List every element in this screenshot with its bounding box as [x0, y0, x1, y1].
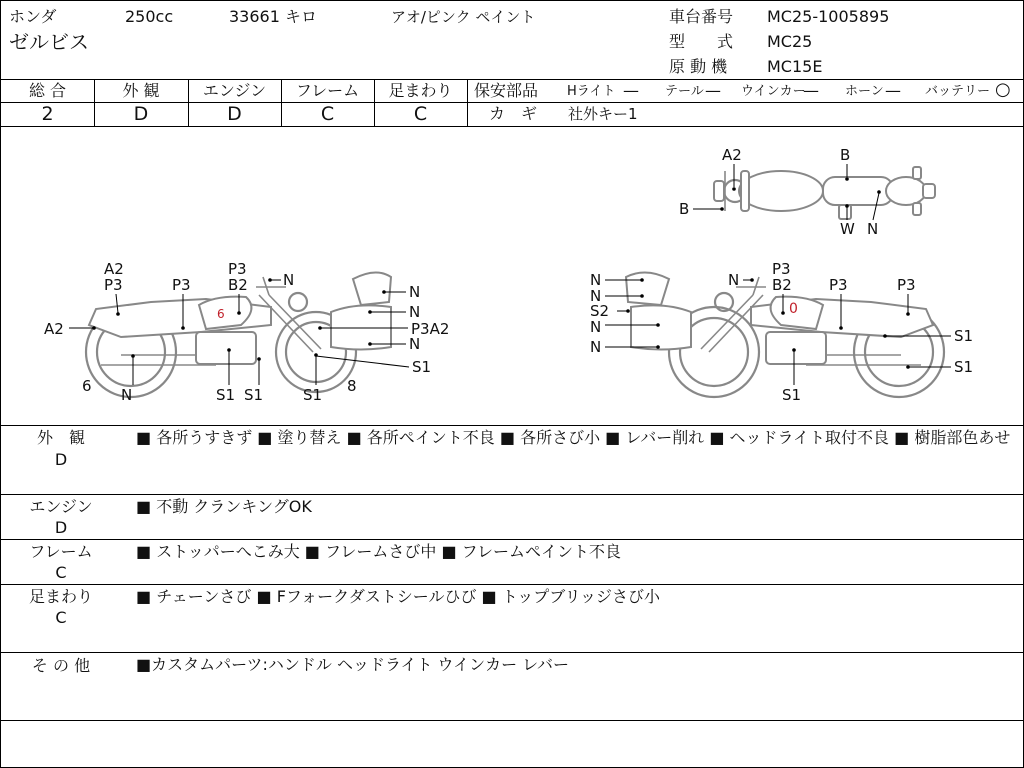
note-grade-engine: D: [54, 518, 68, 537]
grade-value-engine: D: [227, 103, 242, 125]
note-category-engine: エンジン: [29, 497, 93, 516]
safety-item-winker: ウインカー: [741, 84, 806, 99]
frame-no-label: 車台番号: [669, 7, 734, 26]
note-text-suspension: ■ チェーンさび ■ Fフォークダストシールひび ■ トップブリッジさび小: [136, 587, 660, 606]
label-s1: S1: [954, 358, 974, 376]
divider: [1, 720, 1023, 721]
divider: [1, 79, 1023, 80]
label-w: W: [840, 220, 855, 238]
label-n: N: [409, 283, 421, 301]
label-n: N: [283, 271, 295, 289]
note-category-exterior: 外 観: [36, 428, 85, 447]
grade-value-exterior: D: [133, 103, 149, 125]
hand-mark-6: 6: [217, 307, 225, 321]
note-text-other: ■カスタムパーツ:ハンドル ヘッドライト ウインカー レバー: [136, 655, 570, 674]
label-n: N: [409, 335, 421, 353]
label-p3: P3: [104, 276, 123, 294]
label-b: B: [840, 146, 851, 164]
note-grade-frame: C: [55, 563, 67, 582]
note-category-frame: フレーム: [29, 542, 93, 561]
engine-label: 原 動 機: [669, 57, 728, 76]
type: MC25: [767, 32, 813, 51]
label-6: 6: [82, 377, 92, 395]
note-category-suspension: 足まわり: [28, 587, 93, 606]
grade-label-engine: エンジン: [202, 81, 267, 100]
damage-diagram: [1, 127, 1023, 427]
safety-status-battery: ○: [995, 79, 1011, 100]
label-p3a2: P3A2: [411, 320, 450, 338]
grade-value-overall: 2: [41, 103, 54, 125]
label-p3: P3: [829, 276, 848, 294]
safety-item-tail: テール: [665, 84, 704, 99]
divider: [467, 102, 1023, 103]
key-value: 社外キー1: [568, 105, 638, 123]
model-name: ゼルビス: [9, 30, 89, 54]
label-s1: S1: [412, 358, 432, 376]
label-p3: P3: [172, 276, 191, 294]
note-grade-suspension: C: [55, 608, 67, 627]
label-n: N: [590, 318, 602, 336]
divider: [1, 494, 1023, 495]
grade-label-frame: フレーム: [295, 81, 360, 100]
label-s2: S2: [590, 302, 610, 320]
grade-label-exterior: 外 観: [122, 81, 160, 100]
label-p3: P3: [897, 276, 916, 294]
note-category-other: そ の 他: [31, 656, 91, 675]
label-s1: S1: [303, 386, 323, 404]
key-label: カ ギ: [489, 104, 538, 123]
grade-label-overall: 総 合: [28, 81, 67, 100]
divider: [1, 539, 1023, 540]
label-s1: S1: [954, 327, 974, 345]
label-s1: S1: [216, 386, 236, 404]
label-n: N: [867, 220, 879, 238]
label-8: 8: [347, 377, 357, 395]
grade-value-suspension: C: [413, 103, 428, 125]
divider: [467, 79, 468, 126]
label-b: B: [679, 200, 690, 218]
safety-status-winker: —: [803, 81, 819, 100]
label-n: N: [409, 303, 421, 321]
label-n: N: [121, 386, 133, 404]
label-n: N: [590, 338, 602, 356]
grade-label-suspension: 足まわり: [388, 81, 453, 100]
hand-mark-0: 0: [789, 301, 798, 317]
bike-top-view: [714, 167, 935, 219]
safety-status-headlight: —: [623, 81, 639, 100]
label-a2: A2: [104, 260, 124, 278]
label-n: N: [590, 271, 602, 289]
label-s1: S1: [782, 386, 802, 404]
safety-status-horn: —: [885, 81, 901, 100]
maker: ホンダ: [9, 7, 57, 26]
safety-label: 保安部品: [474, 81, 539, 100]
safety-item-headlight: Hライト: [567, 84, 616, 99]
label-n: N: [590, 287, 602, 305]
note-grade-exterior: D: [54, 450, 68, 469]
label-b2: B2: [228, 276, 248, 294]
note-text-exterior: ■ 各所うすきず ■ 塗り替え ■ 各所ペイント不良 ■ 各所さび小 ■ レバー削れ ■ ヘッドライト取付不良 ■ 樹脂部色あせ: [136, 428, 1011, 447]
note-text-engine: ■ 不動 クランキングOK: [136, 497, 312, 516]
mileage: 33661 キロ: [229, 7, 317, 26]
label-p3: P3: [772, 260, 791, 278]
engine: MC15E: [767, 57, 823, 76]
divider: [1, 652, 1023, 653]
label-b2: B2: [772, 276, 792, 294]
divider: [1, 584, 1023, 585]
label-a2: A2: [722, 146, 742, 164]
displacement: 250cc: [125, 7, 174, 26]
label-p3: P3: [228, 260, 247, 278]
safety-item-battery: バッテリー: [925, 84, 991, 99]
safety-status-tail: —: [705, 81, 721, 100]
safety-item-horn: ホーン: [845, 84, 884, 99]
label-n: N: [728, 271, 740, 289]
label-a2: A2: [44, 320, 64, 338]
type-label: 型 式: [669, 32, 734, 51]
grade-value-frame: C: [320, 103, 335, 125]
label-s1: S1: [244, 386, 264, 404]
frame-no: MC25-1005895: [767, 7, 890, 26]
divider: [1, 425, 1023, 426]
note-text-frame: ■ ストッパーへこみ大 ■ フレームさび中 ■ フレームペイント不良: [136, 542, 622, 561]
color: アオ/ピンク ペイント: [391, 8, 536, 26]
